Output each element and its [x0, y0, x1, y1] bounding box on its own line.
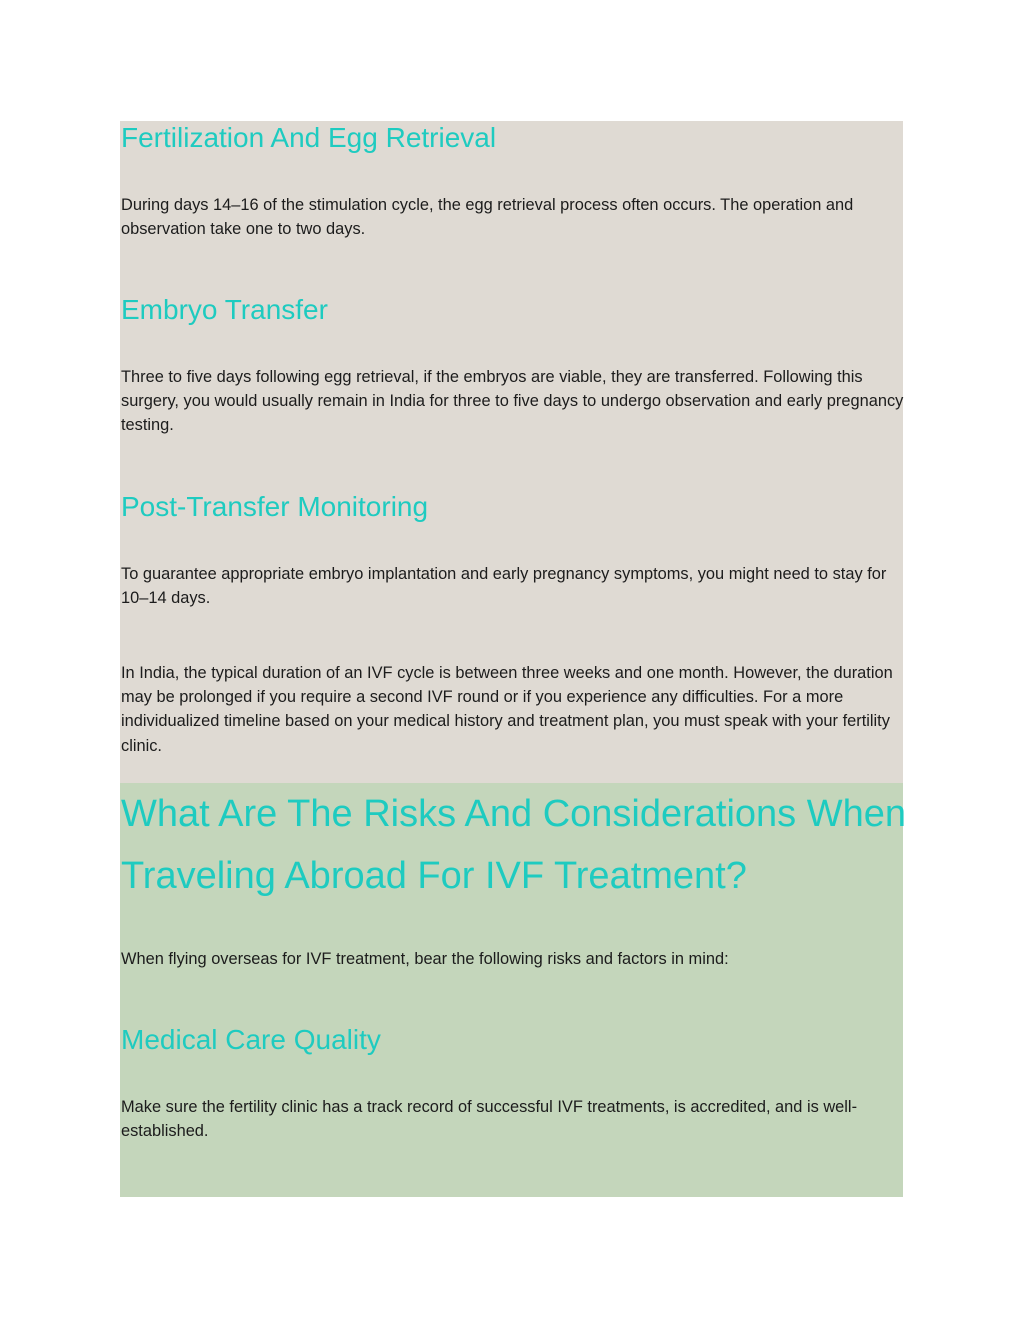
- ivf-duration-summary-paragraph: In India, the typical duration of an IVF cycle is between three weeks and one month. However, the duration may be prolonged if you require a second IVF round or if you experience any difficulties. For a more individualized timeline based on your medical history and treatment plan, you must speak with your fertility clinic.: [121, 664, 893, 755]
- post-transfer-paragraph: To guarantee appropriate embryo implantation and early pregnancy symptoms, you might need to stay for 10–14 days.: [121, 565, 887, 608]
- embryo-transfer-paragraph: Three to five days following egg retrieval, if the embryos are viable, they are transferred. Following this surgery, you would usually remain in India for three to five days to undergo observation and early pregnancy testing.: [121, 368, 904, 435]
- medical-care-heading: Medical Care Quality: [121, 1024, 381, 1055]
- medical-care-paragraph: Make sure the fertility clinic has a track record of successful IVF treatments, is accredited, and is well-established.: [121, 1098, 858, 1141]
- fertilization-heading: Fertilization And Egg Retrieval: [121, 122, 497, 153]
- fertilization-paragraph: During days 14–16 of the stimulation cycle, the egg retrieval process often occurs. The operation and observation take one to two days.: [121, 196, 854, 239]
- risks-section: [120, 783, 907, 1197]
- embryo-transfer-heading: Embryo Transfer: [121, 294, 328, 325]
- risks-intro-paragraph: When flying overseas for IVF treatment, bear the following risks and factors in mind:: [121, 950, 729, 968]
- ivf-timeline-section: [120, 121, 903, 783]
- risks-heading: What Are The Risks And Considerations When Traveling Abroad For IVF Treatment?: [121, 793, 907, 897]
- post-transfer-heading: Post-Transfer Monitoring: [121, 491, 429, 522]
